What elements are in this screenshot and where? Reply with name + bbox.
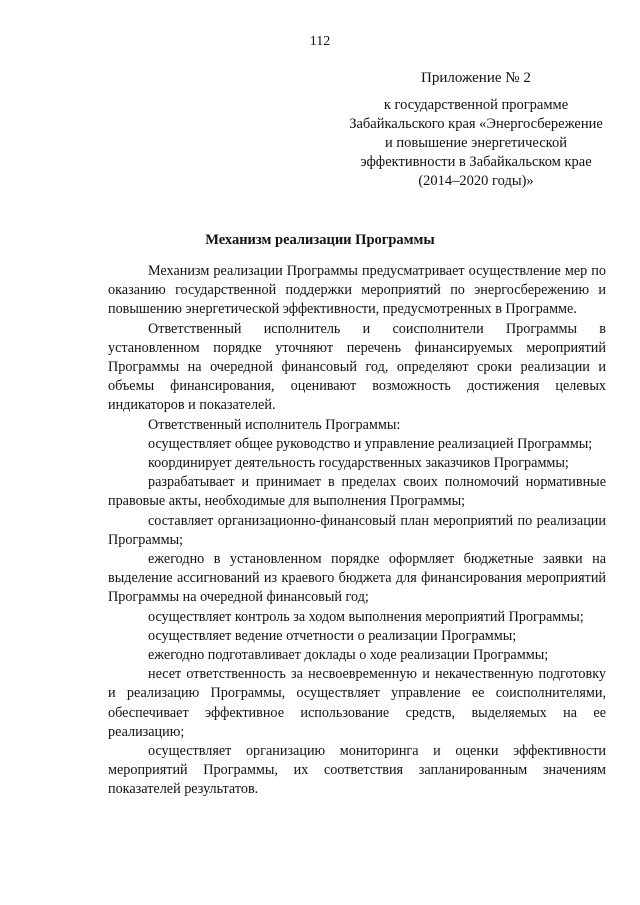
body-text: [108, 262, 606, 800]
paragraph: ежегодно в установленном порядке оформляет бюджетные заявки на выделение ассигнований из краевого бюджета для финансирования мероприятий Программы на очередной финансовый год;: [108, 551, 606, 606]
appendix-line: к государственной программе: [383, 97, 569, 113]
appendix-line: Забайкальского края «Энергосбережение: [349, 116, 603, 132]
appendix-subtitle: [340, 96, 612, 191]
appendix-line: и повышение энергетической: [385, 135, 567, 151]
appendix-line: (2014–2020 годы)»: [418, 173, 534, 189]
paragraph: координирует деятельность государственных заказчиков Программы;: [148, 455, 569, 472]
paragraph: осуществляет общее руководство и управление реализацией Программы;: [148, 435, 593, 452]
paragraph: осуществляет контроль за ходом выполнения мероприятий Программы;: [148, 608, 584, 625]
paragraph: составляет организационно-финансовый план мероприятий по реализации Программы;: [108, 512, 606, 548]
appendix-title: Приложение № 2: [421, 70, 531, 86]
paragraph: разрабатывает и принимает в пределах своих полномочий нормативные правовые акты, необходимые для выполнения Программы;: [108, 474, 606, 510]
page-number: 112: [309, 34, 331, 49]
paragraph: Ответственный исполнитель Программы:: [148, 416, 401, 433]
paragraph: несет ответственность за несвоевременную и некачественную подготовку и реализацию Программы, осуществляет управление ее соисполнителями, обеспечивает эффективное использование средств, выделяемых на ее реализацию;: [108, 666, 606, 740]
paragraph: ежегодно подготавливает доклады о ходе реализации Программы;: [148, 647, 549, 664]
section-heading: Механизм реализации Программы: [205, 232, 435, 248]
paragraph: Механизм реализации Программы предусматривает осуществление мер по оказанию государственной поддержки мероприятий по энергосбережению и повышению энергетической эффективности, предусмотренных в Программе.: [108, 263, 606, 318]
paragraph: осуществляет ведение отчетности о реализации Программы;: [148, 627, 517, 644]
paragraph: осуществляет организацию мониторинга и оценки эффективности мероприятий Программы, их соответствия запланированным значениям показателей результатов.: [108, 743, 606, 798]
paragraph: Ответственный исполнитель и соисполнители Программы в установленном порядке уточняют перечень финансируемых мероприятий Программы на очередной финансовый год, определяют сроки реализации и объемы финансирования, оценивают возможность достижения целевых индикаторов и показателей.: [108, 320, 606, 414]
appendix-line: эффективности в Забайкальском крае: [360, 154, 592, 170]
